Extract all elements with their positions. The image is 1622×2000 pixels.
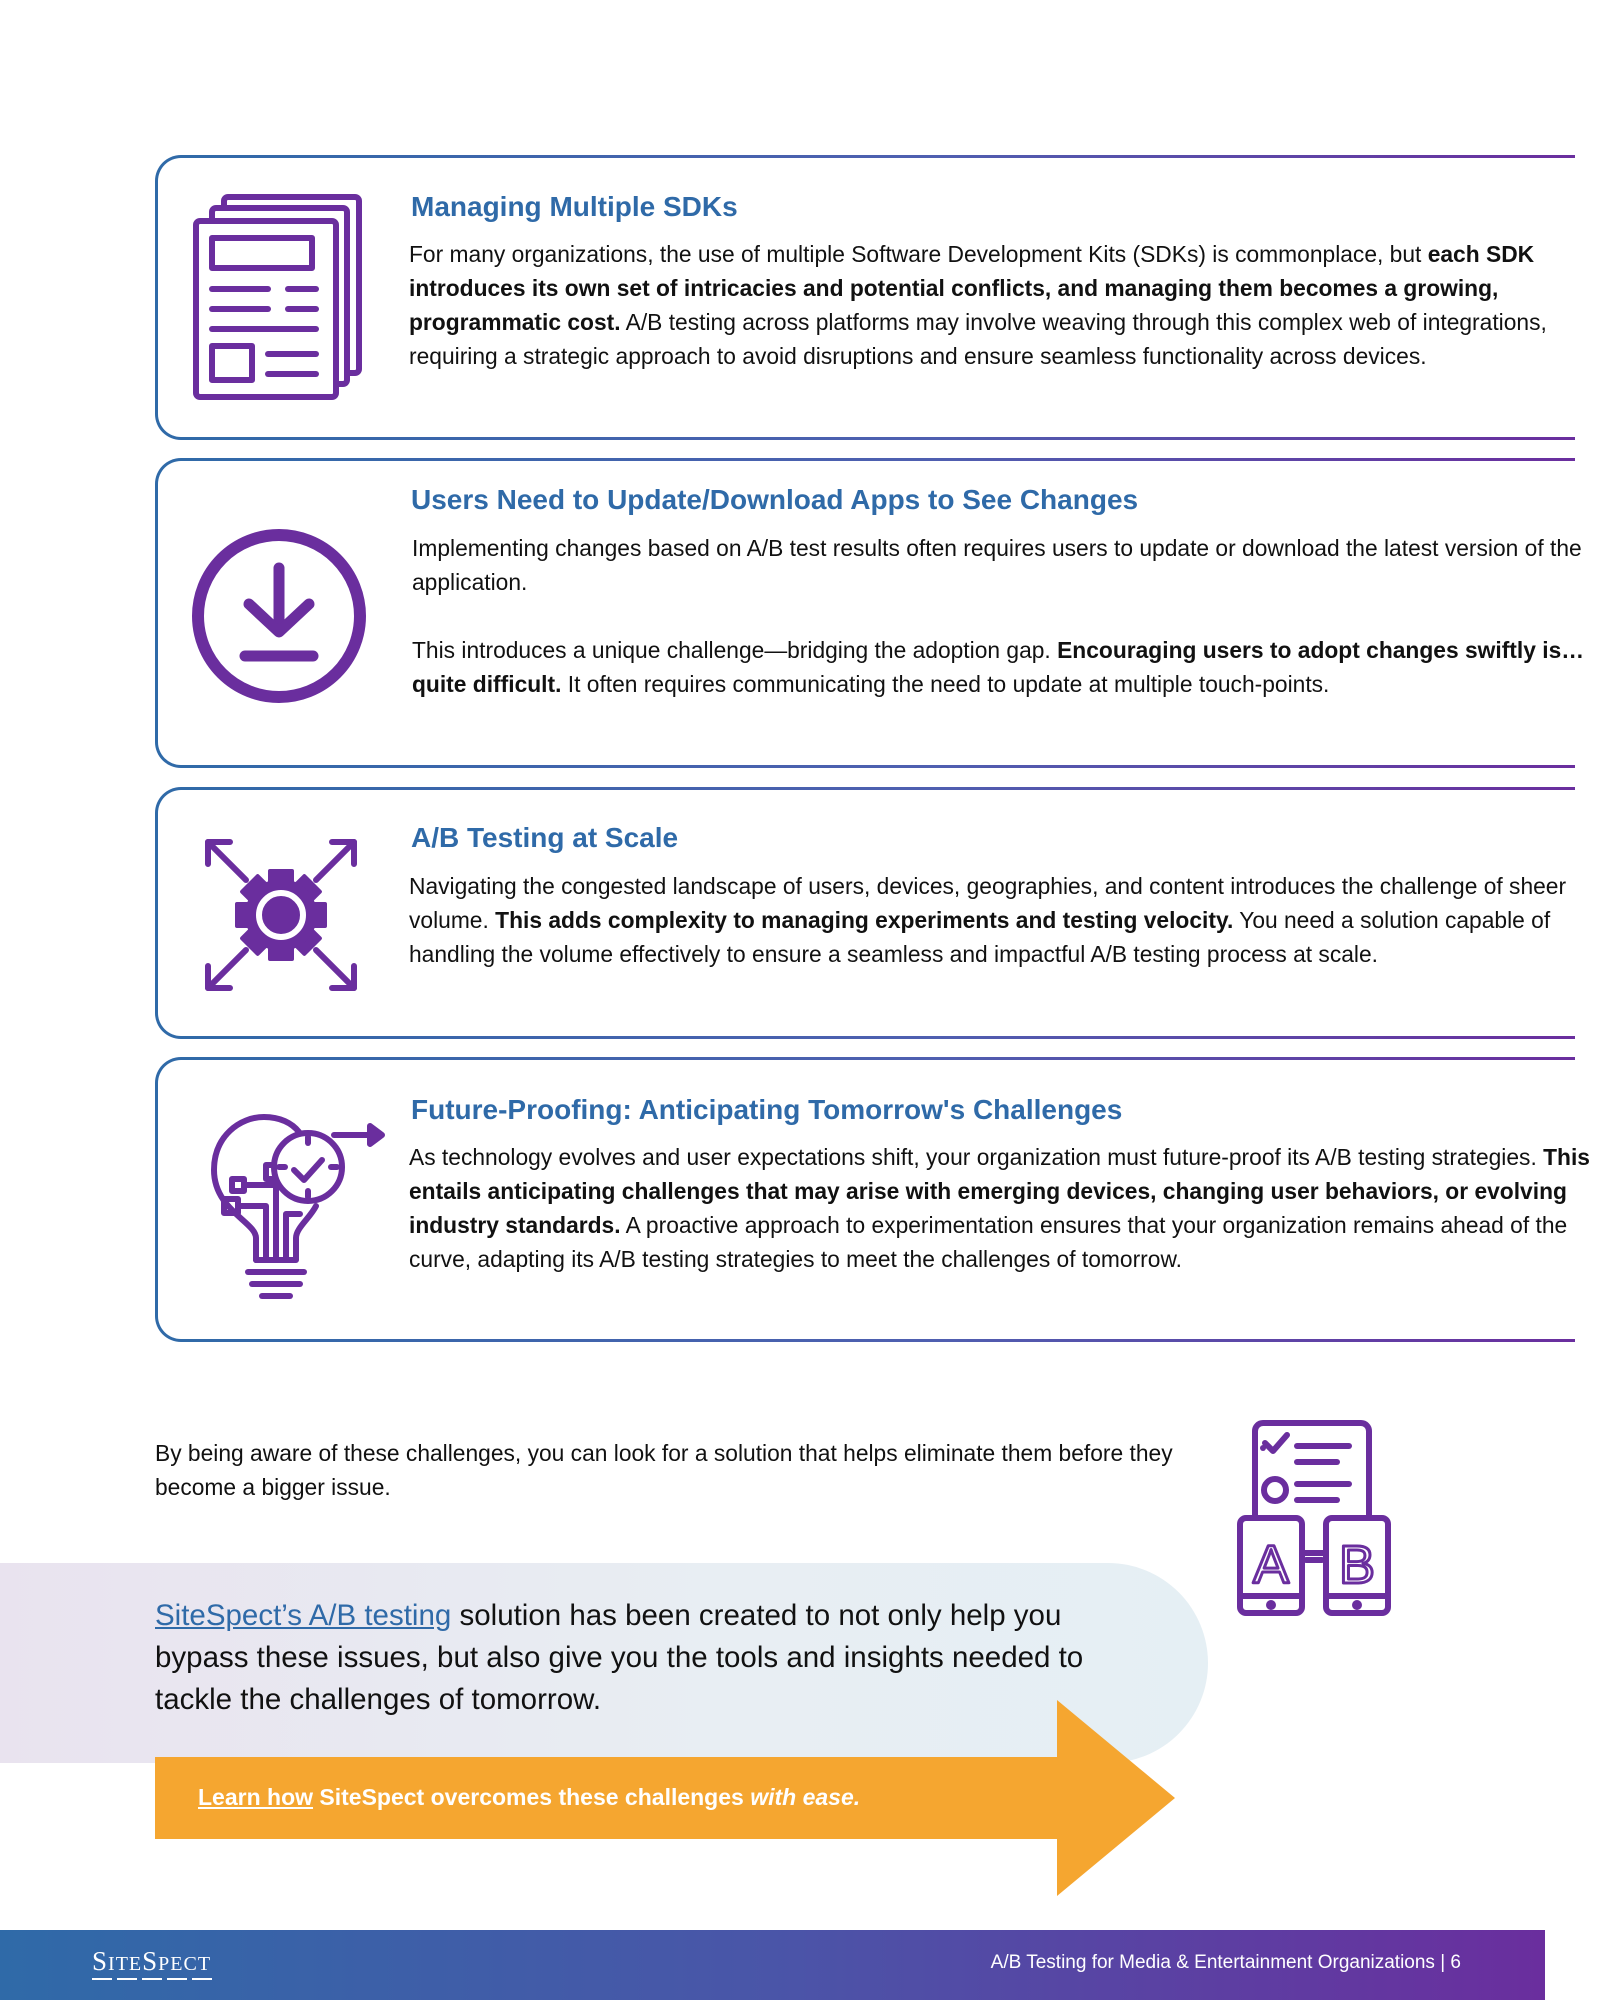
- card-title: A/B Testing at Scale: [411, 822, 679, 853]
- card-paragraph: [412, 531, 1622, 599]
- challenge-card-app-updates: [155, 458, 1585, 768]
- text-run: A/B testing across platforms may involve weaving through this complex web of integrations, requiring a strategic approach to avoid disruptions and ensure seamless functionality across devices.: [409, 309, 1547, 369]
- sitespect-logo: [92, 1946, 211, 1977]
- cta-text: [198, 1784, 860, 1811]
- card-paragraph: [412, 633, 1622, 701]
- text-run: This introduces a unique challenge—bridging the adoption gap.: [412, 637, 1058, 663]
- logo-smallcaps: ITE: [108, 1953, 143, 1975]
- stacked-documents-icon: [192, 194, 367, 409]
- logo-letter: S: [142, 1946, 159, 1976]
- card-paragraph: [409, 1140, 1619, 1276]
- text-run: As technology evolves and user expectations shift, your organization must future-proof its A/B testing strategies.: [409, 1144, 1544, 1170]
- footer-document-title: A/B Testing for Media & Entertainment Organizations | 6: [990, 1952, 1461, 1973]
- sitespect-ab-testing-link[interactable]: SiteSpect’s A/B testing: [155, 1599, 452, 1632]
- card-body: [409, 869, 1619, 971]
- text-run: You need a solution capable of handling the volume effectively to ensure a seamless and impactful A/B testing process at scale.: [409, 907, 1551, 967]
- card-body: [409, 237, 1619, 373]
- challenge-card-sdks: [155, 155, 1575, 440]
- ab-icon-letter-a: A: [1252, 1535, 1290, 1595]
- text-run-bold: Encouraging users to adopt changes swiftly is… quite difficult.: [412, 637, 1585, 697]
- card-body: [409, 1140, 1619, 1276]
- challenge-card-future-proofing: [155, 1057, 1590, 1342]
- logo-underline: [92, 1978, 217, 1980]
- ab-icon-letter-b: B: [1338, 1535, 1376, 1595]
- closing-paragraph: By being aware of these challenges, you can look for a solution that helps eliminate them before they become a bigger issue.: [155, 1440, 1173, 1500]
- text-run: It often requires communicating the need to update at multiple touch-points.: [561, 671, 1330, 697]
- cta-text-run: SiteSpect overcomes these challenges: [313, 1784, 751, 1810]
- text-run-bold: This adds complexity to managing experiments and testing velocity.: [495, 907, 1234, 933]
- card-body: [412, 531, 1622, 701]
- learn-how-link[interactable]: Learn how: [198, 1784, 314, 1810]
- challenge-card-scale: [155, 787, 1575, 1039]
- text-run: Navigating the congested landscape of users, devices, geographies, and content introduces the challenge of sheer volume.: [409, 873, 1567, 933]
- text-run: A proactive approach to experimentation ensures that your organization remains ahead of the curve, adapting its A/B testing strategies to meet the challenges of tomorrow.: [409, 1212, 1568, 1272]
- card-title: Managing Multiple SDKs: [411, 191, 738, 222]
- card-paragraph: [409, 237, 1619, 373]
- logo-smallcaps: PECT: [158, 1953, 212, 1975]
- card-paragraph: [409, 869, 1619, 971]
- text-run: For many organizations, the use of multiple Software Development Kits (SDKs) is commonplace, but: [409, 241, 1428, 267]
- cta-emphasis: with ease.: [750, 1784, 861, 1810]
- gear-expand-icon: [196, 830, 366, 1005]
- text-run-bold: each SDK introduces its own set of intricacies and potential conflicts, and managing them becomes a growing, programmatic cost.: [409, 241, 1535, 335]
- text-run: Implementing changes based on A/B test results often requires users to update or download the latest version of the application.: [412, 535, 1582, 595]
- ab-test-devices-icon: [1235, 1418, 1395, 1623]
- logo-letter: S: [92, 1946, 109, 1976]
- download-circle-icon: [189, 526, 369, 711]
- banner-text-run: solution has been created to not only help you bypass these issues, but also give you the tools and insights needed to tackle the challenges of tomorrow.: [155, 1599, 1084, 1716]
- lightbulb-clock-icon: [196, 1110, 386, 1305]
- card-title: Future-Proofing: Anticipating Tomorrow's Challenges: [411, 1094, 1123, 1125]
- text-run-bold: This entails anticipating challenges that may arise with emerging devices, changing user behaviors, or evolving industry standards.: [409, 1144, 1590, 1238]
- card-title: Users Need to Update/Download Apps to See Changes: [411, 484, 1139, 515]
